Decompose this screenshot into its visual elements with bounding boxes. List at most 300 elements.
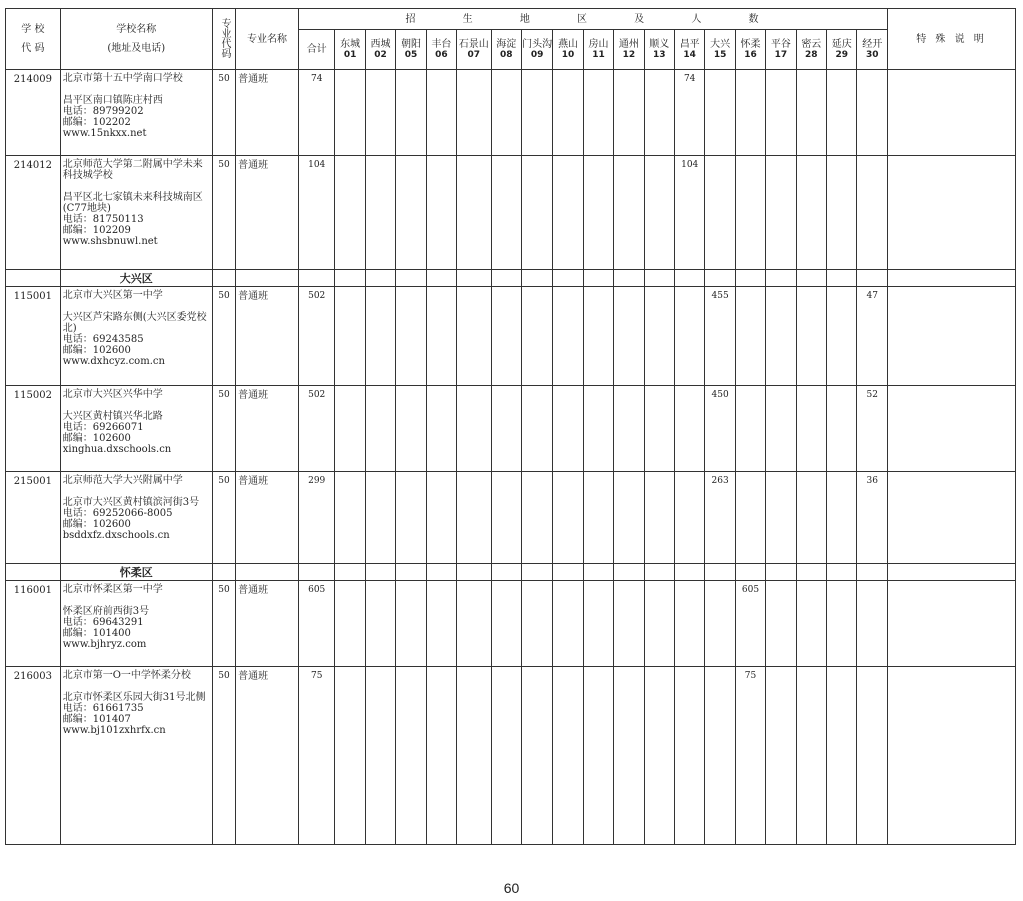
district-code: 16 — [744, 49, 757, 60]
district-header — [857, 30, 888, 70]
district-count — [426, 156, 456, 270]
school-name: 北京市第十五中学南口学校 — [62, 73, 183, 84]
total-count: 605 — [298, 581, 334, 667]
region-empty-cell — [857, 270, 888, 287]
school-code: 115002 — [6, 386, 61, 472]
district-count — [614, 70, 644, 156]
special-note — [888, 70, 1016, 156]
district-count — [796, 667, 826, 845]
school-code: 214009 — [6, 70, 61, 156]
district-count — [457, 581, 491, 667]
district-count — [521, 472, 552, 564]
region-empty-cell — [827, 564, 857, 581]
district-count — [396, 287, 426, 386]
district-count — [491, 386, 521, 472]
district-header — [827, 30, 857, 70]
region-empty-cell — [298, 270, 334, 287]
district-header — [796, 30, 826, 70]
school-name-header-line: 学校名称 — [116, 24, 157, 35]
region-empty-cell — [553, 564, 583, 581]
district-count — [766, 287, 796, 386]
district-count — [583, 156, 613, 270]
region-empty-cell — [457, 270, 491, 287]
special-note — [888, 156, 1016, 270]
district-count — [426, 581, 456, 667]
school-address-line: 邮编：102600 — [62, 345, 131, 356]
school-name: 北京市大兴区兴华中学 — [62, 389, 163, 400]
district-code: 06 — [435, 49, 448, 60]
district-count — [644, 386, 674, 472]
school-code: 215001 — [6, 472, 61, 564]
district-count — [735, 386, 765, 472]
school-row — [6, 287, 1016, 386]
district-count — [396, 581, 426, 667]
district-count — [614, 287, 644, 386]
region-empty-cell — [583, 564, 613, 581]
district-name: 门头沟 — [522, 38, 553, 50]
district-count — [796, 472, 826, 564]
school-address-line: 北京市怀柔区乐园大街31号北侧 — [62, 692, 206, 703]
district-name: 房山 — [588, 38, 609, 50]
district-header — [335, 30, 365, 70]
school-address-line: 电话：81750113 — [62, 214, 144, 225]
major-name: 普通班 — [236, 667, 299, 845]
district-count — [796, 386, 826, 472]
district-count — [396, 472, 426, 564]
region-empty-cell — [857, 564, 888, 581]
district-count — [766, 667, 796, 845]
major-code: 50 — [212, 472, 235, 564]
district-count: 75 — [735, 667, 765, 845]
district-name: 燕山 — [558, 38, 579, 50]
region-empty-cell — [827, 270, 857, 287]
school-address-line: 电话：69266071 — [62, 422, 144, 433]
school-info — [60, 667, 212, 845]
school-address-line: 邮编：102209 — [62, 225, 131, 236]
region-empty-cell — [426, 270, 456, 287]
district-count — [521, 386, 552, 472]
district-count — [365, 472, 395, 564]
major-code: 50 — [212, 156, 235, 270]
region-name: 怀柔区 — [60, 564, 212, 581]
school-address-line: 电话：69252066-8005 — [62, 508, 173, 519]
region-empty-cell — [6, 564, 61, 581]
district-name: 丰台 — [431, 38, 452, 50]
district-name: 通州 — [618, 38, 639, 50]
district-count — [827, 581, 857, 667]
major-code: 50 — [212, 287, 235, 386]
district-count — [766, 581, 796, 667]
district-count — [644, 287, 674, 386]
district-code: 05 — [404, 49, 418, 60]
district-count — [674, 581, 704, 667]
district-count — [426, 472, 456, 564]
region-empty-cell — [298, 564, 334, 581]
district-count — [766, 472, 796, 564]
district-count — [335, 287, 365, 386]
major-name: 普通班 — [236, 156, 299, 270]
region-name: 大兴区 — [60, 270, 212, 287]
district-count — [583, 581, 613, 667]
total-count: 104 — [298, 156, 334, 270]
district-count: 36 — [857, 472, 888, 564]
major-code: 50 — [212, 70, 235, 156]
region-empty-cell — [491, 270, 521, 287]
region-empty-cell — [674, 564, 704, 581]
district-name: 顺义 — [649, 38, 670, 50]
district-count — [553, 287, 583, 386]
district-count — [614, 581, 644, 667]
district-header — [614, 30, 644, 70]
school-address-line: 大兴区芦宋路东侧(大兴区委党校北) — [62, 312, 207, 334]
school-address-line: 电话：69243585 — [62, 334, 144, 345]
region-empty-cell — [335, 270, 365, 287]
district-count — [365, 156, 395, 270]
district-count — [827, 472, 857, 564]
district-count: 455 — [705, 287, 735, 386]
district-count — [735, 156, 765, 270]
region-empty-cell — [553, 270, 583, 287]
district-count — [644, 156, 674, 270]
enrollment-table — [5, 8, 1016, 845]
district-name: 东城 — [340, 38, 361, 50]
district-count — [827, 667, 857, 845]
district-count — [796, 70, 826, 156]
region-empty-cell — [766, 564, 796, 581]
district-code: 15 — [713, 49, 727, 60]
district-header — [674, 30, 704, 70]
region-empty-cell — [236, 270, 299, 287]
district-count — [457, 70, 491, 156]
district-count — [365, 581, 395, 667]
district-count — [644, 472, 674, 564]
district-count: 450 — [705, 386, 735, 472]
school-address-line: www.bj101zxhrfx.cn — [62, 725, 166, 736]
district-count — [335, 472, 365, 564]
region-empty-cell — [614, 564, 644, 581]
district-count — [857, 581, 888, 667]
district-count — [457, 156, 491, 270]
region-empty-cell — [735, 564, 765, 581]
district-count — [521, 667, 552, 845]
district-count — [396, 156, 426, 270]
district-count — [644, 667, 674, 845]
district-count — [457, 287, 491, 386]
district-count — [857, 156, 888, 270]
district-count — [674, 472, 704, 564]
school-address-line: 昌平区南口镇陈庄村西 — [62, 95, 163, 106]
district-count — [491, 156, 521, 270]
major-code-header — [212, 9, 235, 70]
district-name: 昌平 — [679, 38, 700, 50]
district-count — [796, 287, 826, 386]
district-count — [827, 386, 857, 472]
region-empty-cell — [644, 270, 674, 287]
district-header — [491, 30, 521, 70]
district-count — [521, 70, 552, 156]
school-address-line: 邮编：102600 — [62, 519, 131, 530]
district-count — [553, 156, 583, 270]
school-name-header — [60, 9, 212, 70]
region-empty-cell — [888, 564, 1016, 581]
school-info — [60, 581, 212, 667]
district-count — [827, 156, 857, 270]
special-note — [888, 472, 1016, 564]
total-count: 502 — [298, 287, 334, 386]
district-count: 263 — [705, 472, 735, 564]
major-name: 普通班 — [236, 287, 299, 386]
special-note — [888, 386, 1016, 472]
school-address-line: 邮编：102600 — [62, 433, 131, 444]
school-code-header-line: 学 校 — [21, 24, 45, 35]
special-note-header: 特 殊 说 明 — [888, 9, 1016, 70]
district-code: 14 — [683, 49, 696, 60]
district-count — [457, 386, 491, 472]
district-count — [553, 581, 583, 667]
region-empty-cell — [426, 564, 456, 581]
district-header — [644, 30, 674, 70]
major-code-header-text: 专业代码 — [218, 17, 230, 58]
district-count — [365, 70, 395, 156]
district-header — [705, 30, 735, 70]
district-count — [614, 156, 644, 270]
district-count: 52 — [857, 386, 888, 472]
district-name: 大兴 — [710, 38, 731, 50]
district-header — [426, 30, 456, 70]
district-count — [614, 386, 644, 472]
school-info — [60, 156, 212, 270]
total-count: 502 — [298, 386, 334, 472]
district-count — [735, 287, 765, 386]
district-count — [335, 70, 365, 156]
district-header — [521, 30, 552, 70]
district-name: 海淀 — [496, 38, 517, 50]
region-empty-cell — [491, 564, 521, 581]
district-count — [766, 386, 796, 472]
major-code: 50 — [212, 581, 235, 667]
region-empty-cell — [457, 564, 491, 581]
school-address-line: 电话：89799202 — [62, 106, 144, 117]
district-code: 08 — [499, 49, 513, 60]
major-code: 50 — [212, 667, 235, 845]
region-empty-cell — [396, 564, 426, 581]
region-empty-cell — [335, 564, 365, 581]
major-code: 50 — [212, 386, 235, 472]
district-count — [335, 581, 365, 667]
school-address-line: bsddxfz.dxschools.cn — [62, 530, 170, 541]
district-count — [735, 70, 765, 156]
school-row — [6, 70, 1016, 156]
district-count — [644, 70, 674, 156]
total-count: 75 — [298, 667, 334, 845]
district-name: 平谷 — [770, 38, 791, 50]
district-count — [426, 386, 456, 472]
school-code-header — [6, 9, 61, 70]
district-count — [583, 667, 613, 845]
major-name: 普通班 — [236, 70, 299, 156]
region-row — [6, 564, 1016, 581]
district-count — [365, 667, 395, 845]
major-name: 普通班 — [236, 472, 299, 564]
district-count — [614, 667, 644, 845]
school-info — [60, 386, 212, 472]
region-empty-cell — [796, 270, 826, 287]
district-count — [335, 156, 365, 270]
school-row — [6, 581, 1016, 667]
district-name: 怀柔 — [740, 38, 761, 50]
district-count — [491, 581, 521, 667]
school-code: 116001 — [6, 581, 61, 667]
district-count — [674, 667, 704, 845]
district-header — [457, 30, 491, 70]
region-empty-cell — [365, 270, 395, 287]
district-code: 07 — [467, 49, 481, 60]
district-count — [796, 156, 826, 270]
district-count — [796, 581, 826, 667]
region-empty-cell — [888, 270, 1016, 287]
district-count — [857, 70, 888, 156]
district-count — [553, 667, 583, 845]
district-count — [583, 70, 613, 156]
total-count: 74 — [298, 70, 334, 156]
region-empty-cell — [796, 564, 826, 581]
district-header — [583, 30, 613, 70]
region-empty-cell — [521, 564, 552, 581]
district-code: 30 — [865, 49, 879, 60]
district-count — [457, 667, 491, 845]
district-count — [426, 287, 456, 386]
district-count — [365, 287, 395, 386]
district-count — [766, 156, 796, 270]
school-code: 115001 — [6, 287, 61, 386]
district-count — [396, 70, 426, 156]
district-count — [553, 472, 583, 564]
major-name-header: 专业名称 — [236, 9, 299, 70]
district-code: 01 — [343, 49, 357, 60]
region-empty-cell — [521, 270, 552, 287]
district-count: 104 — [674, 156, 704, 270]
district-code: 11 — [592, 49, 605, 60]
region-empty-cell — [6, 270, 61, 287]
region-empty-cell — [396, 270, 426, 287]
school-code-header-line: 代 码 — [21, 43, 45, 54]
region-header: 招 生 地 区 及 人 数 — [298, 9, 887, 30]
special-note — [888, 287, 1016, 386]
region-empty-cell — [583, 270, 613, 287]
region-empty-cell — [236, 564, 299, 581]
district-count — [583, 472, 613, 564]
school-address-line: 邮编：101400 — [62, 628, 131, 639]
school-address-line: www.shsbnuwl.net — [62, 236, 158, 247]
district-code: 28 — [805, 49, 818, 60]
district-count — [521, 156, 552, 270]
total-count: 299 — [298, 472, 334, 564]
district-count — [396, 386, 426, 472]
district-count — [335, 667, 365, 845]
major-name: 普通班 — [236, 581, 299, 667]
district-count — [735, 472, 765, 564]
total-header: 合计 — [298, 30, 334, 70]
school-info — [60, 287, 212, 386]
district-name: 朝阳 — [400, 38, 421, 50]
region-empty-cell — [766, 270, 796, 287]
district-code: 12 — [622, 49, 636, 60]
region-empty-cell — [212, 564, 235, 581]
special-note — [888, 667, 1016, 845]
region-empty-cell — [705, 270, 735, 287]
region-empty-cell — [365, 564, 395, 581]
district-header — [766, 30, 796, 70]
page-number: 60 — [503, 880, 520, 896]
district-name: 延庆 — [831, 38, 852, 50]
major-name: 普通班 — [236, 386, 299, 472]
district-count — [705, 667, 735, 845]
district-count — [583, 386, 613, 472]
district-header — [396, 30, 426, 70]
district-count — [705, 70, 735, 156]
district-name: 西城 — [370, 38, 391, 50]
district-count: 74 — [674, 70, 704, 156]
district-count — [491, 472, 521, 564]
district-header — [735, 30, 765, 70]
district-code: 17 — [774, 49, 788, 60]
district-count — [491, 70, 521, 156]
district-count — [674, 386, 704, 472]
district-count — [521, 287, 552, 386]
district-name: 密云 — [801, 38, 822, 50]
district-count — [857, 667, 888, 845]
region-row — [6, 270, 1016, 287]
school-row — [6, 472, 1016, 564]
district-code: 13 — [653, 49, 666, 60]
district-count — [705, 581, 735, 667]
school-address-line: 邮编：102202 — [62, 117, 131, 128]
school-address-line: 电话：61661735 — [62, 703, 144, 714]
school-info — [60, 472, 212, 564]
district-count — [766, 70, 796, 156]
school-address-line: 怀柔区府前西街3号 — [62, 606, 150, 617]
school-name: 北京市怀柔区第一中学 — [62, 584, 163, 595]
school-row — [6, 156, 1016, 270]
district-count — [335, 386, 365, 472]
school-address-line: www.15nkxx.net — [62, 128, 147, 139]
school-address-line: xinghua.dxschools.cn — [62, 444, 172, 455]
school-address-line: 邮编：101407 — [62, 714, 131, 725]
district-count — [491, 667, 521, 845]
school-address-line: 电话：69643291 — [62, 617, 144, 628]
region-empty-cell — [644, 564, 674, 581]
school-name: 北京市大兴区第一中学 — [62, 290, 163, 301]
school-name: 北京师范大学第二附属中学未来科技城学校 — [62, 159, 203, 181]
school-address-line: 昌平区北七家镇未来科技城南区(C77地块) — [62, 192, 203, 214]
school-name: 北京师范大学大兴附属中学 — [62, 475, 183, 486]
school-address-line: www.dxhcyz.com.cn — [62, 356, 165, 367]
school-name-header-line: (地址及电话) — [107, 43, 166, 54]
district-count — [705, 156, 735, 270]
special-note — [888, 581, 1016, 667]
school-address-line: www.bjhryz.com — [62, 639, 147, 650]
district-count: 47 — [857, 287, 888, 386]
school-row — [6, 386, 1016, 472]
district-count — [827, 70, 857, 156]
enrollment-table-page — [5, 8, 1016, 865]
district-count — [491, 287, 521, 386]
district-header — [553, 30, 583, 70]
district-count — [553, 70, 583, 156]
school-code: 214012 — [6, 156, 61, 270]
region-empty-cell — [674, 270, 704, 287]
district-count — [553, 386, 583, 472]
